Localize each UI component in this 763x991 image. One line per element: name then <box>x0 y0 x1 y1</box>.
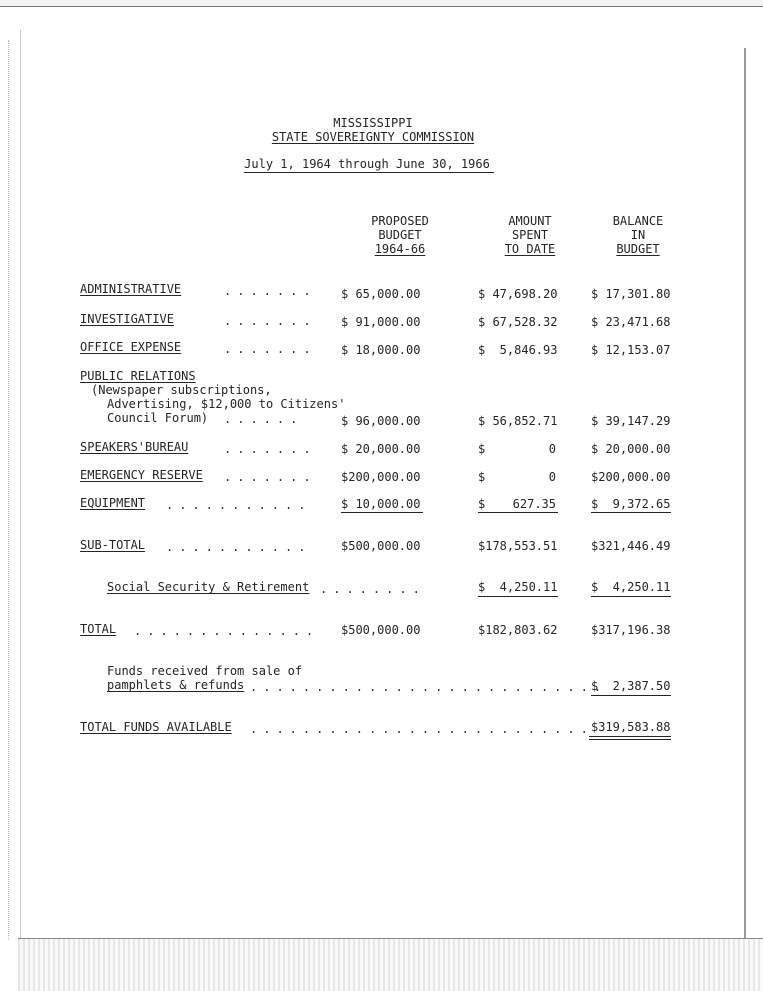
scan-edge-top <box>0 0 763 7</box>
header-state: MISSISSIPPI <box>333 116 413 130</box>
leader-dots: ....... <box>224 284 317 298</box>
leader-dots: ........................... <box>250 680 608 694</box>
leader-dots: ....... <box>224 342 317 356</box>
row-label: PUBLIC RELATIONS <box>80 369 196 383</box>
balance-sum-rule <box>591 695 671 696</box>
spent-cell: 0 <box>548 470 556 484</box>
spent-cell: $ 56,852.71 <box>478 414 558 428</box>
leader-dots: ...... <box>224 412 304 426</box>
budget-cell: $500,000.00 <box>341 539 421 553</box>
balance-cell: $319,583.88 <box>591 720 671 734</box>
row-label: ADMINISTRATIVE <box>80 282 182 296</box>
spent-sign: $ <box>478 470 486 484</box>
balance-cell: $ 12,153.07 <box>591 343 671 357</box>
row-label: SUB-TOTAL <box>80 538 146 552</box>
balance-sum-rule <box>591 512 671 513</box>
budget-cell: $200,000.00 <box>341 470 421 484</box>
page-border-left <box>20 30 21 940</box>
budget-cell: $ 18,000.00 <box>341 343 421 357</box>
row-label-line: Funds received from sale of <box>107 664 303 678</box>
balance-cell: $200,000.00 <box>591 470 671 484</box>
page-border-right <box>744 48 746 940</box>
balance-sum-rule <box>591 596 671 597</box>
row-label: INVESTIGATIVE <box>80 312 174 326</box>
spent-cell: $ 67,528.32 <box>478 315 558 329</box>
balance-cell: $321,446.49 <box>591 539 671 553</box>
spent-cell: $ 5,846.93 <box>478 343 558 357</box>
spent-sign: $ <box>478 497 486 511</box>
balance-cell: $ 4,250.11 <box>591 580 671 594</box>
leader-dots: ....... <box>224 442 317 456</box>
row-label-line: pamphlets & refunds <box>107 678 245 692</box>
budget-cell: $500,000.00 <box>341 623 421 637</box>
spent-cell: $182,803.62 <box>478 623 558 637</box>
budget-cell: $ 10,000.00 <box>341 497 421 511</box>
spent-cell: $ 47,698.20 <box>478 287 558 301</box>
spent-cell: 0 <box>548 442 556 456</box>
spent-cell: $ 4,250.11 <box>478 580 558 594</box>
double-rule-top <box>589 736 671 737</box>
budget-cell: $ 20,000.00 <box>341 442 421 456</box>
leader-dots: .............. <box>134 624 320 638</box>
row-note-line: (Newspaper subscriptions, <box>91 383 272 397</box>
balance-cell: $ 23,471.68 <box>591 315 671 329</box>
double-rule-bottom <box>589 739 671 740</box>
balance-cell: $ 9,372.65 <box>591 497 671 511</box>
budget-cell: $ 91,000.00 <box>341 315 421 329</box>
balance-cell: $317,196.38 <box>591 623 671 637</box>
balance-cell: $ 39,147.29 <box>591 414 671 428</box>
leader-dots: ........ <box>320 582 426 596</box>
scan-edge-left <box>0 40 9 940</box>
row-label: OFFICE EXPENSE <box>80 340 182 354</box>
budget-cell: $ 96,000.00 <box>341 414 421 428</box>
scan-edge-bottom <box>18 938 763 991</box>
leader-dots: ........... <box>166 540 312 554</box>
leader-dots: ....... <box>224 470 317 484</box>
budget-sum-rule <box>341 512 423 513</box>
row-label: EQUIPMENT <box>80 496 146 510</box>
header-period-underline <box>244 172 494 173</box>
leader-dots: ....... <box>224 314 317 328</box>
balance-cell: $ 20,000.00 <box>591 442 671 456</box>
leader-dots: ........... <box>166 498 312 512</box>
leader-dots: .......................... <box>250 722 594 736</box>
row-label: Social Security & Retirement <box>107 580 310 594</box>
balance-cell: $ 2,387.50 <box>591 679 671 693</box>
row-label: EMERGENCY RESERVE <box>80 468 203 482</box>
balance-cell: $ 17,301.80 <box>591 287 671 301</box>
row-label: TOTAL <box>80 622 117 636</box>
header-period: July 1, 1964 through June 30, 1966 <box>244 157 490 171</box>
row-label: TOTAL FUNDS AVAILABLE <box>80 720 232 734</box>
spent-sign: $ <box>478 442 486 456</box>
row-note-line: Council Forum) <box>107 411 209 425</box>
spent-cell: $178,553.51 <box>478 539 558 553</box>
spent-sum-rule <box>478 596 558 597</box>
spent-sum-rule <box>478 512 558 513</box>
budget-cell: $ 65,000.00 <box>341 287 421 301</box>
row-label: SPEAKERS'BUREAU <box>80 440 189 454</box>
row-note-line: Advertising, $12,000 to Citizens' <box>107 397 346 411</box>
header-commission: STATE SOVEREIGNTY COMMISSION <box>271 130 475 144</box>
spent-cell: 627.35 <box>512 497 556 511</box>
